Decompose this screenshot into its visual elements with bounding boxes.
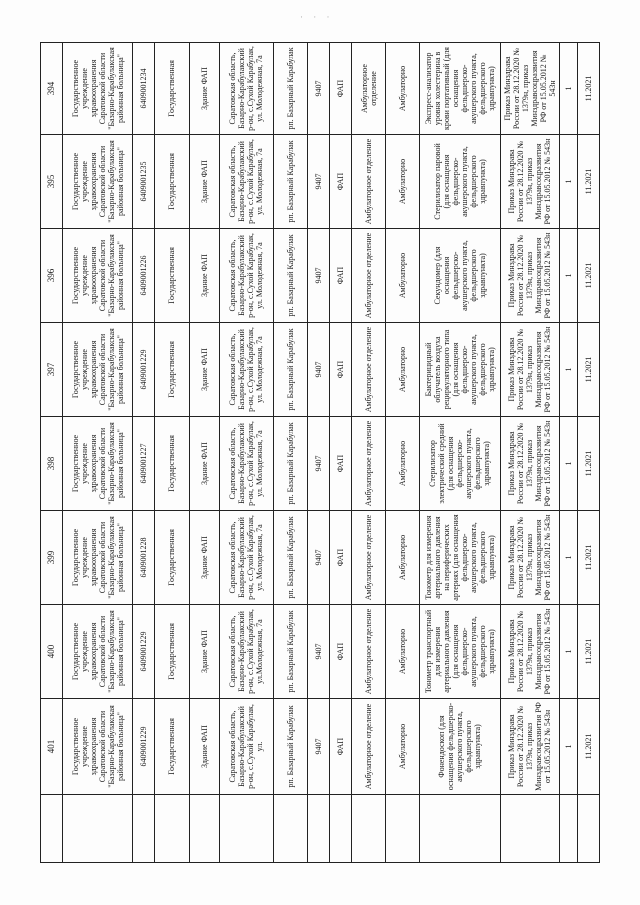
cell-ownership: Государственная	[155, 134, 189, 228]
cell-order: Приказ Минздрава России от 28.12.2020 № 1379н, приказ Минздравсоцразвития РФ от 15.05.2012 № 543н	[500, 322, 559, 416]
cell-ownership: Государственная	[155, 510, 189, 604]
cell-qty: 1	[559, 510, 577, 604]
cell-address: Саратовская область, Базарно-Карабулакский р-он, с.Сухой Карабулак, ул.Молодежная, 7а	[219, 604, 273, 698]
cell-qty: 1	[559, 416, 577, 510]
cell-date: 11.2021	[577, 416, 599, 510]
cell-settlement: рп. Базарный Карабулак	[273, 510, 307, 604]
table-row	[559, 42, 577, 862]
row-spacer-cell	[577, 794, 599, 862]
cell-date: 11.2021	[577, 42, 599, 134]
column-number-cell: 399	[41, 510, 63, 604]
cell-dept: Амбулаторное отделение	[352, 698, 386, 794]
table-row	[386, 42, 420, 862]
cell-code: 6409001229	[133, 604, 155, 698]
cell-order: Приказ Минздрава России от 28.12.2020 № 1379н, приказ Минздравсоцразвития РФ от 15.05.2012 № 543н	[500, 510, 559, 604]
cell-type: ФАП	[329, 510, 351, 604]
table-row	[329, 42, 351, 862]
cell-type: ФАП	[329, 604, 351, 698]
cell-ownership: Государственная	[155, 42, 189, 134]
column-number-cell: 397	[41, 322, 63, 416]
cell-type: ФАП	[329, 42, 351, 134]
cell-type: ФАП	[329, 134, 351, 228]
cell-ownership: Государственная	[155, 322, 189, 416]
cell-ownership: Государственная	[155, 604, 189, 698]
cell-equipment: Стерилизатор электрический средний (для оснащения фельдшерско-акушерского пункта, фельдшерского здравпункта)	[420, 416, 500, 510]
cell-order: Приказ Минздрава России от 28.12.2020 № 1379н, приказ Минздравсоцразвития РФ от 15.05.2012 № 543н	[500, 416, 559, 510]
cell-num: 9407	[307, 510, 329, 604]
row-spacer-cell	[386, 794, 420, 862]
cell-dept: Амбулаторное отделение	[352, 416, 386, 510]
cell-dept: Амбулаторное отделение	[352, 42, 386, 134]
cell-ownership: Государственная	[155, 416, 189, 510]
row-spacer-cell	[133, 794, 155, 862]
column-number-cell: 400	[41, 604, 63, 698]
row-spacer-cell	[155, 794, 189, 862]
cell-org: Государственное учреждение здравоохранения Саратовской области "Базарно-Карабулакская районная больница"	[63, 604, 133, 698]
cell-building: Здание ФАП	[189, 228, 219, 322]
cell-address: Саратовская область, Базарно-Карабулакский р-он, с.Сухой Карабулак, ул. Молодежная, 7а	[219, 228, 273, 322]
cell-settlement: рп. Базарный Карабулак	[273, 604, 307, 698]
row-spacer-cell	[420, 794, 500, 862]
cell-num: 9407	[307, 322, 329, 416]
cell-building: Здание ФАП	[189, 322, 219, 416]
column-number-cell: 398	[41, 416, 63, 510]
cell-date: 11.2021	[577, 228, 599, 322]
cell-mode: Амбулаторно	[386, 228, 420, 322]
row-spacer-cell	[329, 794, 351, 862]
cell-dept: Амбулаторное отделение	[352, 134, 386, 228]
cell-num: 9407	[307, 416, 329, 510]
cell-org: Государственное учреждение здравоохранения Саратовской области "Базарно-Карабулакская районная больница"	[63, 228, 133, 322]
cell-settlement: рп. Базарный Карабулак	[273, 42, 307, 134]
cell-org: Государственное учреждение здравоохранения Саратовской области "Базарно-Карабулакская районная больница"	[63, 322, 133, 416]
cell-mode: Амбулаторно	[386, 698, 420, 794]
cell-code: 6409001228	[133, 510, 155, 604]
scan-marks: · · ·	[300, 12, 334, 22]
cell-date: 11.2021	[577, 322, 599, 416]
row-spacer-cell	[63, 794, 133, 862]
cell-building: Здание ФАП	[189, 134, 219, 228]
cell-settlement: рп. Базарный Карабулак	[273, 134, 307, 228]
cell-org: Государственное учреждение здравоохранения Саратовской области "Базарно-Карабулакская районная больница"	[63, 698, 133, 794]
table-row	[219, 42, 273, 862]
cell-qty: 1	[559, 134, 577, 228]
cell-building: Здание ФАП	[189, 42, 219, 134]
cell-order: Приказ Минздрава России от 28.12.2020 № 1379н, приказ Минздравсоцразвития РФ от 15.05.2012 № 543н	[500, 228, 559, 322]
cell-order: Приказ Минздрава России от 28.12.2020 № 1379н, приказ Минздравсоцразвития РФ от 15.05.2012 № 543н	[500, 604, 559, 698]
cell-building: Здание ФАП	[189, 416, 219, 510]
cell-code: 6409001235	[133, 134, 155, 228]
cell-date: 11.2021	[577, 134, 599, 228]
column-number-cell: 395	[41, 134, 63, 228]
table-row	[133, 42, 155, 862]
cell-type: ФАП	[329, 228, 351, 322]
cell-equipment: Экспресс-анализатор уровня холестерина в крови портативный (для оснащения фельдшерско-акушерского пункта, фельдшерского здравпункта)	[420, 42, 500, 134]
cell-code: 6409001229	[133, 698, 155, 794]
table-row	[577, 42, 599, 862]
column-number-cell: 396	[41, 228, 63, 322]
cell-address: Саратовская область, Базарно-Карабулакский р-он, с.Сухой Карабулак, ул. Молодежная, 7а	[219, 134, 273, 228]
cell-address: Саратовская область, Базарно-Карабулакский р-он, с.Сухой Карабулак, ул. Молодежная, 7а	[219, 416, 273, 510]
cell-num: 9407	[307, 228, 329, 322]
cell-address: Саратовская область, Базарно-Карабулакский р-он, с.Сухой Карабулак, ул. Молодежная, 7а	[219, 42, 273, 134]
cell-mode: Амбулаторно	[386, 604, 420, 698]
table-row	[273, 42, 307, 862]
cell-date: 11.2021	[577, 698, 599, 794]
cell-ownership: Государственная	[155, 228, 189, 322]
cell-dept: Амбулаторное отделение	[352, 228, 386, 322]
cell-order: Приказ Минздрава России от 28.12.2020 № 1379н, приказ Минздравсоцразвития РФ от 15.05.2012 № 543н	[500, 698, 559, 794]
cell-settlement: рп. Базарный Карабулак	[273, 228, 307, 322]
equipment-table	[40, 42, 600, 863]
cell-mode: Амбулаторно	[386, 134, 420, 228]
rotated-table-wrapper	[40, 43, 600, 863]
table-row	[189, 42, 219, 862]
row-spacer-cell	[219, 794, 273, 862]
cell-building: Здание ФАП	[189, 698, 219, 794]
table-row	[307, 42, 329, 862]
cell-equipment: Секундомер (для оснащения фельдшерско-акушерского пункта, фельдшерского здравпункта)	[420, 228, 500, 322]
table-row	[155, 42, 189, 862]
table-body	[41, 42, 600, 862]
table-row	[352, 42, 386, 862]
cell-equipment: Тонометр транспортный для измерения артериального давления (для оснащения фельдшерско-акушерского пункта, фельдшерского здравпункта)	[420, 604, 500, 698]
table-row	[420, 42, 500, 862]
row-spacer-cell	[307, 794, 329, 862]
cell-dept: Амбулаторное отделение	[352, 604, 386, 698]
cell-equipment: Фонендоскоп (для оснащения фельдшерско-акушерского пункта, фельдшерского здравпункта)	[420, 698, 500, 794]
table-header-row	[41, 42, 63, 862]
cell-qty: 1	[559, 228, 577, 322]
cell-type: ФАП	[329, 322, 351, 416]
cell-org: Государственное учреждение здравоохранения Саратовской области "Базарно-Карабулакская районная больница"	[63, 134, 133, 228]
cell-mode: Амбулаторно	[386, 322, 420, 416]
cell-date: 11.2021	[577, 604, 599, 698]
cell-type: ФАП	[329, 698, 351, 794]
cell-qty: 1	[559, 42, 577, 134]
row-spacer-cell	[352, 794, 386, 862]
cell-address: Саратовская область, Базарно-Карабулакский р-он, с.Сухой Карабулак, ул. Молодежная, 7а	[219, 510, 273, 604]
cell-mode: Амбулаторно	[386, 416, 420, 510]
header-corner-cell	[41, 794, 63, 862]
cell-settlement: рп. Базарный Карабулак	[273, 698, 307, 794]
cell-settlement: рп. Базарный Карабулак	[273, 416, 307, 510]
table-row	[63, 42, 133, 862]
column-number-cell: 401	[41, 698, 63, 794]
cell-mode: Амбулаторно	[386, 42, 420, 134]
cell-dept: Амбулаторное отделение	[352, 322, 386, 416]
table-row	[500, 42, 559, 862]
cell-code: 6409001234	[133, 42, 155, 134]
cell-code: 6409001229	[133, 322, 155, 416]
cell-type: ФАП	[329, 416, 351, 510]
cell-date: 11.2021	[577, 510, 599, 604]
cell-qty: 1	[559, 322, 577, 416]
row-spacer-cell	[500, 794, 559, 862]
cell-ownership: Государственная	[155, 698, 189, 794]
row-spacer-cell	[189, 794, 219, 862]
cell-building: Здание ФАП	[189, 604, 219, 698]
cell-mode: Амбулаторно	[386, 510, 420, 604]
cell-settlement: рп. Базарный Карабулак	[273, 322, 307, 416]
row-spacer-cell	[559, 794, 577, 862]
cell-order: Приказ Минздрава России от 28.12.2020 № 1379н, приказ Минздравсоцразвития РФ от 15.05.2012 № 543н	[500, 42, 559, 134]
cell-qty: 1	[559, 604, 577, 698]
column-number-cell: 394	[41, 42, 63, 134]
cell-num: 9407	[307, 604, 329, 698]
cell-equipment: Тонометр для измерения артериального давления на периферических артериях (для оснащения фельдшерско-акушерского пункта, фельдшерского здравпункта)	[420, 510, 500, 604]
cell-qty: 1	[559, 698, 577, 794]
cell-num: 9407	[307, 698, 329, 794]
cell-code: 6409001226	[133, 228, 155, 322]
cell-address: Саратовская область, Базарно-Карабулакский р-он, с.Сухой Карабулак, ул.	[219, 698, 273, 794]
cell-building: Здание ФАП	[189, 510, 219, 604]
cell-code: 6409001227	[133, 416, 155, 510]
cell-org: Государственное учреждение здравоохранения Саратовской области "Базарно-Карабулакская районная больница"	[63, 510, 133, 604]
cell-equipment: Стерилизатор паровой (для оснащения фельдшерско-акушерского пункта, фельдшерского здравпункта)	[420, 134, 500, 228]
cell-num: 9407	[307, 42, 329, 134]
cell-num: 9407	[307, 134, 329, 228]
cell-dept: Амбулаторное отделение	[352, 510, 386, 604]
cell-order: Приказ Минздрава России от 28.12.2020 № 1379н, приказ Минздравсоцразвития РФ от 15.05.2012 № 543н	[500, 134, 559, 228]
row-spacer-cell	[273, 794, 307, 862]
cell-address: Саратовская область, Базарно-Карабулакский р-он, с.Сухой Карабулак, ул. Молодежная, 7а	[219, 322, 273, 416]
cell-equipment: Бактерицидный облучатель воздуха рециркуляторного типа (для оснащения фельдшерско-акушерского пункта, фельдшерского здравпункта)	[420, 322, 500, 416]
cell-org: Государственное учреждение здравоохранения Саратовской области "Базарно-Карабулакская районная больница"	[63, 416, 133, 510]
cell-org: Государственное учреждение здравоохранения Саратовской области "Базарно-Карабулакская районная больница"	[63, 42, 133, 134]
